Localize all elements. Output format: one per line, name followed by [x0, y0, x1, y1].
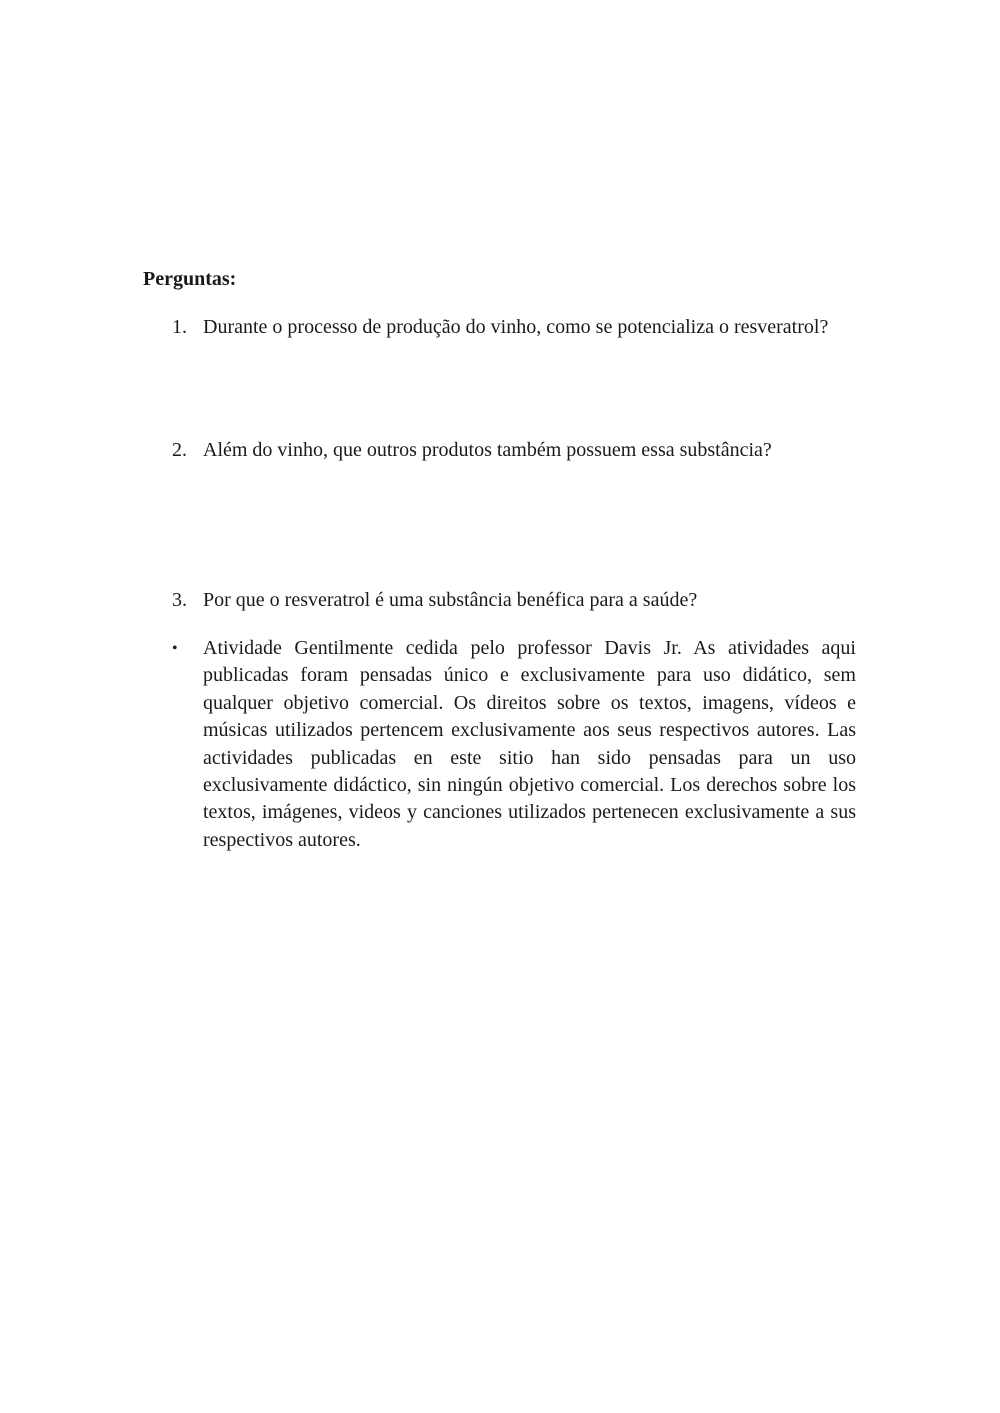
- question-3: [172, 587, 862, 614]
- question-text: Além do vinho, que outros produtos também possuem essa substância?: [203, 439, 772, 461]
- question-2: [172, 437, 862, 464]
- question-number: 3.: [172, 589, 187, 611]
- section-heading: Perguntas:: [143, 268, 237, 290]
- question-text: Durante o processo de produção do vinho, como se potencializa o resveratrol?: [203, 316, 829, 338]
- credits-note: [172, 635, 856, 854]
- credits-text: Atividade Gentilmente cedida pelo professor Davis Jr. As atividades aqui publicadas foram pensadas único e exclusivamente para uso didático, sem qualquer objetivo comercial. Os direitos sobre os textos, imagens, vídeos e músicas utilizados pertencem exclusivamente aos seus respectivos autores. Las actividades publicadas en este sitio han sido pensadas para un uso exclusivamente didáctico, sin ningún objetivo comercial. Los derechos sobre los textos, imágenes, videos y canciones utilizados pertenecen exclusivamente a sus respectivos autores.: [203, 637, 856, 851]
- question-number: 2.: [172, 439, 187, 461]
- question-text: Por que o resveratrol é uma substância benéfica para a saúde?: [203, 589, 698, 611]
- question-1: [172, 314, 862, 341]
- bullet-icon: •: [172, 640, 178, 657]
- question-number: 1.: [172, 316, 187, 338]
